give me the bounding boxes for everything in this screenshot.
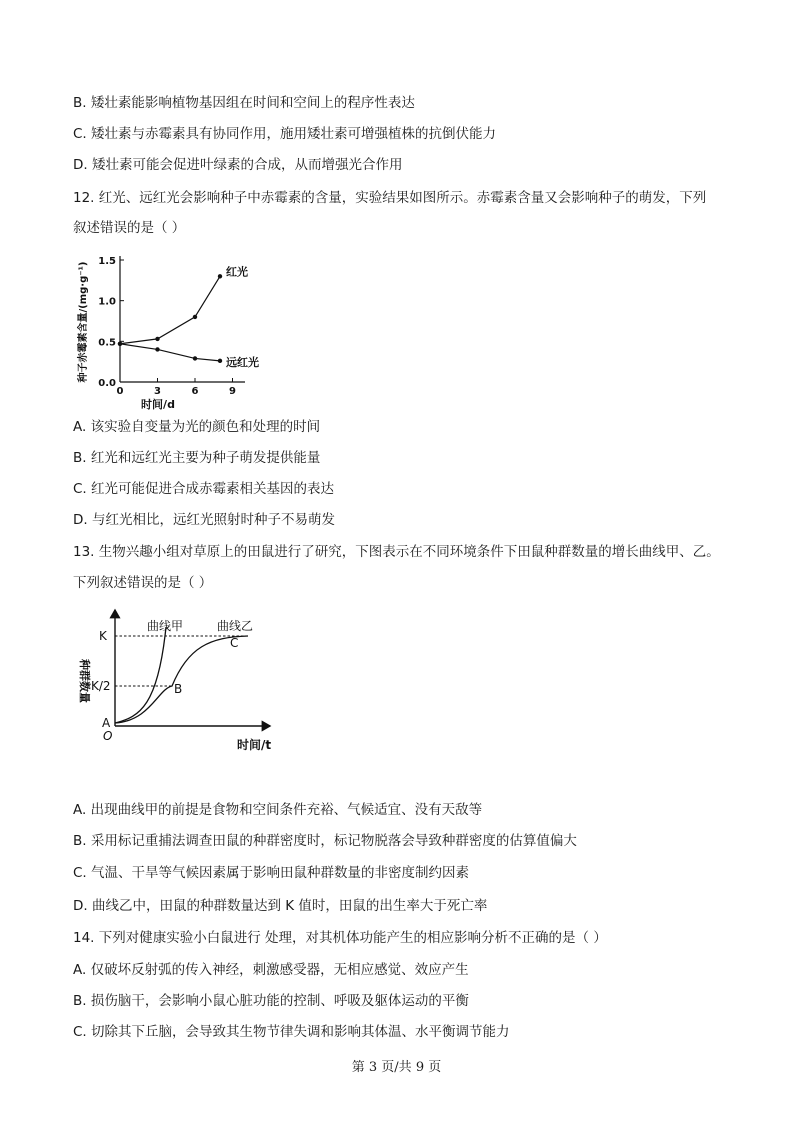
- curve-jia: [115, 627, 166, 723]
- q14-stem: 14. 下列对健康实验小白鼠进行 处理，对其机体功能产生的相应影响分析不正确的是（ ）: [73, 930, 607, 946]
- data-point: [155, 337, 159, 341]
- q13-option-c: C. 气温、干旱等气候因素属于影响田鼠种群数量的非密度制约因素: [73, 865, 470, 881]
- curve-yi-label: 曲线乙: [217, 619, 254, 633]
- q13-option-a: A. 出现曲线甲的前提是食物和空间条件充裕、气候适宜、没有天敌等: [73, 802, 483, 818]
- x-tick-label: 6: [191, 386, 199, 397]
- data-point: [193, 356, 197, 360]
- q14-option-a: A. 仅破坏反射弧的传入神经，刺激感受器，无相应感觉、效应产生: [73, 962, 469, 978]
- point-c-label: C: [230, 636, 239, 650]
- y-tick-label: 0.5: [98, 337, 116, 349]
- data-point: [155, 347, 159, 351]
- data-point: [118, 342, 122, 346]
- point-a-label: A: [102, 716, 111, 730]
- y-tick-label: 1.0: [98, 296, 116, 308]
- q13-option-d: D. 曲线乙中，田鼠的种群数量达到 K 值时，田鼠的出生率大于死亡率: [73, 898, 488, 914]
- page-footer: 第 3 页/共 9 页: [351, 1060, 442, 1075]
- q12-option-a: A. 该实验自变量为光的颜色和处理的时间: [73, 419, 321, 435]
- curve-jia-label: 曲线甲: [147, 619, 184, 633]
- q12-option-d: D. 与红光相比，远红光照射时种子不易萌发: [73, 512, 335, 528]
- q13-option-b: B. 采用标记重捕法调查田鼠的种群密度时，标记物脱落会导致种群密度的估算值偏大: [73, 833, 577, 849]
- series-label: 远红光: [226, 355, 259, 369]
- k-half-label: K/2: [91, 679, 111, 693]
- q14-option-c: C. 切除其下丘脑，会导致其生物节律失调和影响其体温、水平衡调节能力: [73, 1024, 510, 1040]
- x-label: 时间/t: [237, 738, 272, 752]
- x-tick-label: 0: [116, 386, 124, 397]
- data-point: [193, 315, 197, 319]
- q12-stem-line1: 12. 红光、远红光会影响种子中赤霉素的含量，实验结果如图所示。赤霉素含量又会影响种子的萌发，下列: [73, 190, 707, 206]
- q11-option-d: D. 矮壮素可能会促进叶绿素的合成，从而增强光合作用: [73, 157, 403, 173]
- gibberellin-line-chart: [70, 250, 260, 420]
- data-point: [218, 274, 222, 278]
- curve-yi: [115, 636, 248, 723]
- q12-option-c: C. 红光可能促进合成赤霉素相关基因的表达: [73, 481, 335, 497]
- chart-xlabel: 时间/d: [141, 398, 175, 411]
- population-growth-curves: [70, 605, 285, 757]
- q12-option-b: B. 红光和远红光主要为种子萌发提供能量: [73, 450, 321, 466]
- q13-stem-line1: 13. 生物兴趣小组对草原上的田鼠进行了研究，下图表示在不同环境条件下田鼠种群数量的增长曲线甲、乙。: [73, 544, 720, 560]
- series-label: 红光: [226, 265, 248, 279]
- origin-label: O: [103, 729, 113, 743]
- x-tick-label: 3: [154, 386, 161, 397]
- chart-ylabel: 种子赤霉素含量/(mg·g⁻¹): [78, 261, 89, 383]
- q12-stem-line2: 叙述错误的是（ ）: [73, 220, 186, 236]
- x-tick-label: 9: [229, 386, 236, 397]
- q11-option-b: B. 矮壮素能影响植物基因组在时间和空间上的程序性表达: [73, 95, 415, 111]
- data-point: [218, 359, 222, 363]
- y-label: 种群数量: [78, 659, 91, 703]
- y-tick-label: 0.0: [98, 378, 116, 389]
- y-tick-label: 1.5: [98, 256, 116, 267]
- series-line-far-red-light: [120, 344, 220, 361]
- k-label: K: [99, 629, 107, 643]
- q13-stem-line2: 下列叙述错误的是（ ）: [73, 575, 213, 591]
- q14-option-b: B. 损伤脑干，会影响小鼠心脏功能的控制、呼吸及躯体运动的平衡: [73, 993, 469, 1009]
- point-b-label: B: [174, 682, 183, 696]
- series-line-red-light: [120, 276, 220, 344]
- q11-option-c: C. 矮壮素与赤霉素具有协同作用，施用矮壮素可增强植株的抗倒伏能力: [73, 126, 497, 142]
